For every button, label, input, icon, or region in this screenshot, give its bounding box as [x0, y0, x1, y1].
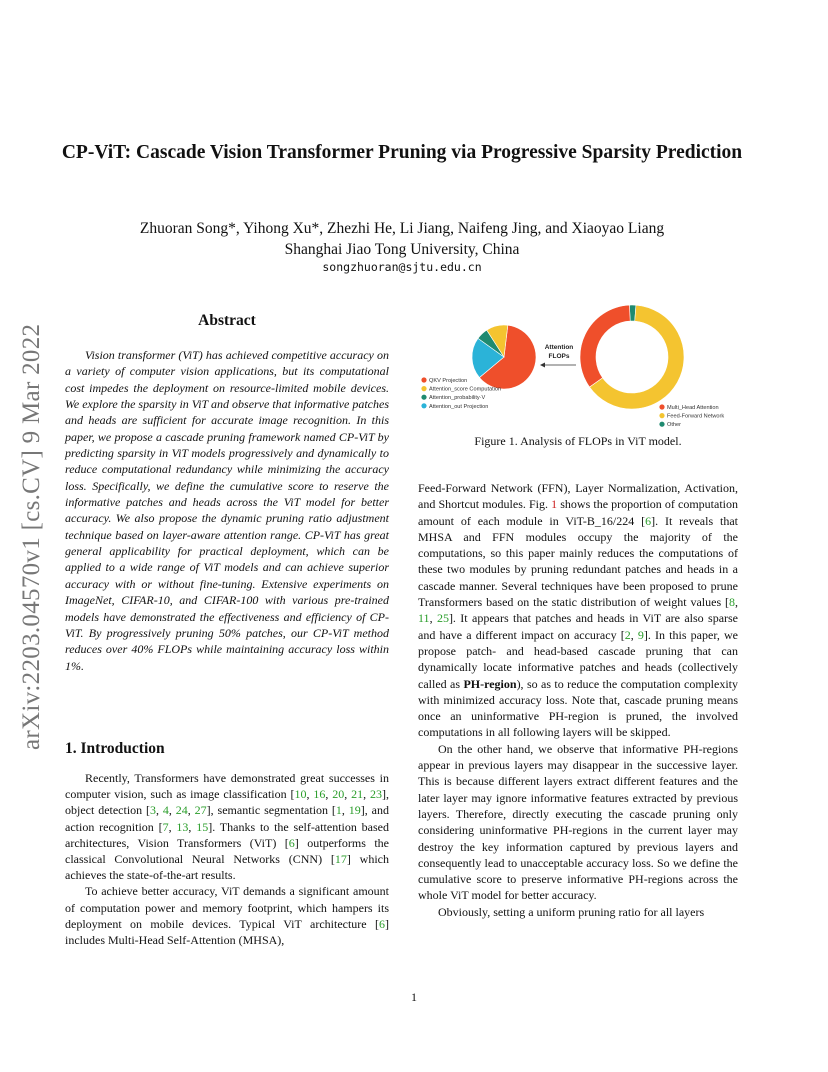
legend-label: Attention_probability·V	[429, 395, 486, 402]
introduction-right-column	[418, 480, 738, 920]
citation-link[interactable]: 11	[418, 611, 430, 626]
donut-label-flops: FLOPs	[621, 359, 643, 366]
citation-link[interactable]: 16	[313, 787, 326, 802]
citation-link[interactable]: 19	[348, 803, 361, 818]
arrow-label-flops: FLOPs	[548, 353, 570, 360]
introduction-left-column	[65, 770, 389, 948]
citation-link[interactable]: 27	[194, 803, 207, 818]
citation-link[interactable]: 24	[175, 803, 188, 818]
slice-multi-head-attention	[580, 305, 630, 387]
right-paragraph-1: Feed-Forward Network (FFN), Layer Normalization, Activation, and Shortcut modules. Fig. 1 shows the proportion of computation amount of each module in ViT-B_16/224 [6]. It reveals that MHSA and FFN modules occupy the majority of the computations, so this paper mainly reduces the computations of these two modules by pruning redundant patches and heads in a cascade manner. Several techniques have been proposed to prune Transformers based on the static distribution of weight values [8, 11, 25]. It appears that patches and heads in ViT are also sparse and have a different impact on accuracy [2, 9]. In this paper, we propose patch- and head-based cascade pruning that can dynamically locate informative patches and heads (collectively called as PH-region), so as to reduce the computation complexity with minimized accuracy loss. Note that, cascade pruning means once an uninformative PH-region is pruned, the involved computations in all following layers will be skipped.	[418, 481, 739, 740]
citation-link[interactable]: 25	[436, 611, 449, 626]
right-legend	[659, 404, 724, 428]
figure-1	[418, 300, 738, 430]
right-paragraph-2: On the other hand, we observe that informative PH-regions appear in previous layers may disappear in the successive layer. This is because different layers extract different features and the later layer may ignore informative features extracted by previous layers. Therefore, directly executing the cascade pruning only considering uninformative PH-regions in the current layer may destroy the key information captured by previous layers and consequently lead to unacceptable accuracy loss. So we define the cumulative score to preserve informative PH-regions across the whole ViT model for better accuracy.	[418, 741, 738, 903]
figure-reference-link[interactable]: 1	[551, 497, 558, 512]
figure-caption: Figure 1. Analysis of FLOPs in ViT model.	[474, 434, 682, 448]
legend-label: QKV Projection	[429, 378, 468, 384]
intro-paragraph-2: To achieve better accuracy, ViT demands a significant amount of computation power and memory footprint, which hampers its deployment on mobile devices. Typical ViT architecture [6] includes Multi-Head Self-Attention (MHSA),	[65, 884, 389, 948]
abstract-text: Vision transformer (ViT) has achieved competitive accuracy on a variety of computer vision applications, but its computational cost impedes the deployment on resource-limited mobile devices. We explore the sparsity in ViT and observe that informative patches and heads are sufficient for accurate image recognition. In this paper, we propose a cascade pruning framework named CP-ViT by predicting sparsity in ViT models progressively and dynamically to reduce computational redundancy while minimizing the accuracy loss. Specifically, we define the cumulative score to reserve the informative patches and heads across the ViT model for better accuracy. We also propose the dynamic pruning ratio adjustment technique based on layer-aware attention range. CP-ViT has great general applicability for practical deployment, which can be applied to a wide range of ViT models and can achieve superior accuracy with or without fine-tuning. Extensive experiments on ImageNet, CIFAR-10, and CIFAR-100 with various pre-trained models have demonstrated the effectiveness and efficiency of CP-ViT. By progressively pruning 50% patches, our CP-ViT method reduces over 40% FLOPs while maintaining accuracy loss within 1%.	[65, 348, 389, 673]
intro-paragraph-1: Recently, Transformers have demonstrated great successes in computer vision, such as image classification [10, 16, 20, 21, 23], object detection [3, 4, 24, 27], semantic segmentation [1, 19], and action recognition [7, 13, 15]. Thanks to the self-attention based architectures, Vision Transformers (ViT) [6] outperforms the classical Convolutional Neural Networks (CNN) [17] which achieves the state-of-the-art results.	[65, 771, 390, 883]
affiliation: Shanghai Jiao Tong University, China	[284, 241, 520, 258]
author-block	[60, 218, 744, 260]
citation-link[interactable]: 6	[645, 513, 652, 528]
section-heading-introduction: 1. Introduction	[65, 740, 165, 757]
legend-swatch	[421, 395, 426, 400]
citation-link[interactable]: 7	[162, 819, 169, 834]
attention-flops-pie	[472, 325, 536, 389]
legend-swatch	[421, 403, 426, 408]
citation-link[interactable]: 4	[162, 803, 169, 818]
citation-link[interactable]: 9	[637, 627, 644, 642]
citation-link[interactable]: 20	[332, 787, 345, 802]
legend-label: Feed-Forward Network	[667, 413, 725, 420]
donut-label-vit: ViT-B_16/224	[612, 348, 652, 355]
legend-label: Attention_score Computation	[429, 386, 502, 393]
citation-link[interactable]: 6	[379, 916, 385, 931]
right-paragraph-3: Obviously, setting a uniform pruning ratio for all layers	[438, 904, 705, 919]
legend-swatch	[659, 404, 664, 409]
page-number: 1	[411, 990, 417, 1004]
citation-link[interactable]: 2	[624, 627, 631, 642]
arrow-head-icon	[540, 363, 545, 368]
citation-link[interactable]: 8	[729, 595, 735, 610]
legend-swatch	[659, 422, 664, 427]
citation-link[interactable]: 23	[370, 787, 383, 802]
legend-swatch	[421, 386, 426, 391]
arrow-label-attention: Attention	[544, 344, 574, 351]
citation-link[interactable]: 17	[334, 852, 347, 867]
citation-link[interactable]: 10	[294, 787, 307, 802]
citation-link[interactable]: 13	[176, 819, 189, 834]
legend-label: Other	[667, 422, 681, 429]
citation-link[interactable]: 6	[288, 835, 295, 850]
legend-label: Attention_out Projection	[429, 403, 489, 410]
paper-title: CP-ViT: Cascade Vision Transformer Pruning via Progressive Sparsity Prediction	[61, 142, 743, 163]
citation-link[interactable]: 1	[335, 803, 342, 818]
citation-link[interactable]: 15	[196, 819, 209, 834]
emphasis-term: PH-region	[463, 676, 517, 691]
citation-link[interactable]: 3	[150, 803, 157, 818]
legend-swatch	[421, 377, 426, 382]
citation-link[interactable]: 21	[351, 787, 364, 802]
legend-swatch	[659, 413, 664, 418]
vit-flops-donut	[580, 305, 684, 409]
arxiv-stamp: arXiv:2203.04570v1 [cs.CV] 9 Mar 2022	[18, 323, 45, 750]
authors: Zhuoran Song*, Yihong Xu*, Zhezhi He, Li Jiang, Naifeng Jing, and Xiaoyao Liang	[139, 220, 665, 237]
email[interactable]: songzhuoran@sjtu.edu.cn	[322, 260, 482, 274]
abstract-heading: Abstract	[198, 312, 256, 329]
legend-label: Multi_Head Attention	[667, 405, 719, 411]
